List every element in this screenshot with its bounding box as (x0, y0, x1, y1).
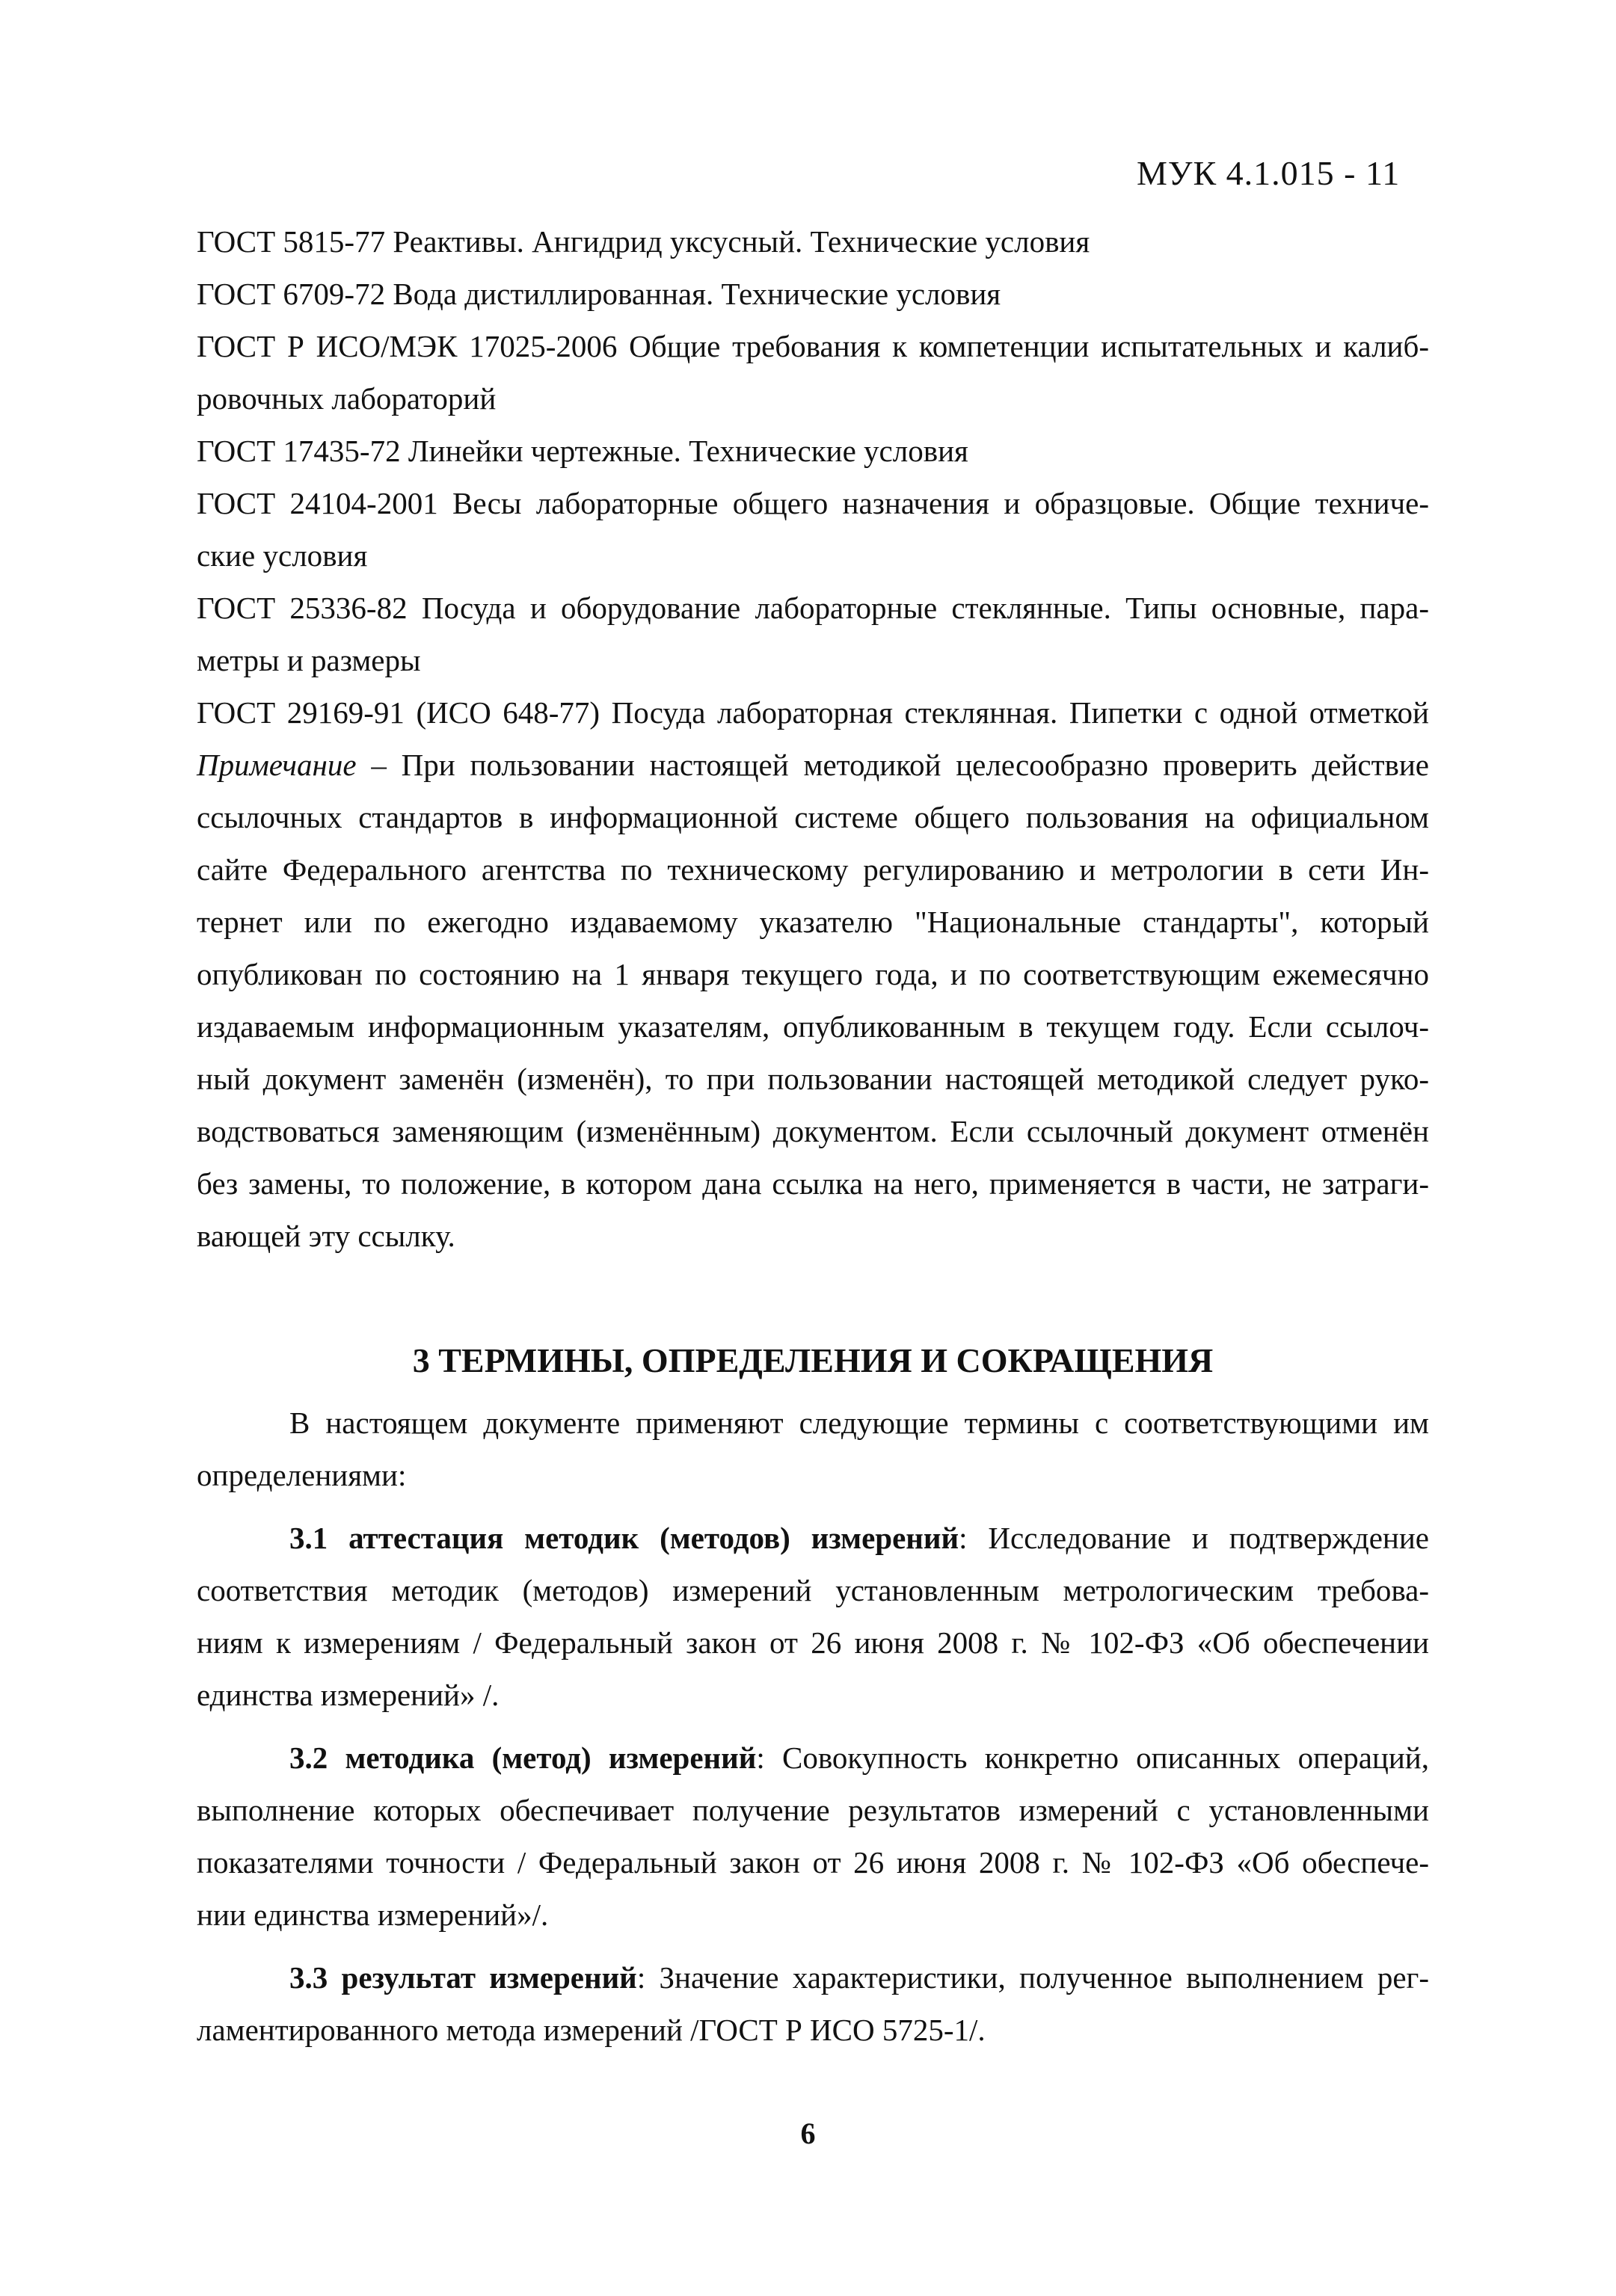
note-line: ссылочных стандартов в информационной системе общего пользования на официальном (197, 800, 1429, 834)
note-line: ный документ заменён (изменён), то при пользовании настоящей методикой следует руко- (197, 1062, 1429, 1096)
reference-line: ГОСТ 5815-77 Реактивы. Ангидрид уксусный. Технические условия (197, 224, 1090, 259)
note-line: сайте Федерального агентства по техническому регулированию и метрологии в сети Ин- (197, 852, 1429, 887)
reference-line: ГОСТ Р ИСО/МЭК 17025-2006 Общие требования к компетенции испытательных и калиб- (197, 329, 1429, 363)
section-intro: В настоящем документе применяют следующие термины с соответствующими им (289, 1406, 1429, 1440)
term-line: ниям к измерениям / Федеральный закон от 26 июня 2008 г. № 102-ФЗ «Об обеспечении (197, 1625, 1429, 1660)
term-line: выполнение которых обеспечивает получение результатов измерений с установленными (197, 1793, 1429, 1827)
note-line: вающей эту ссылку. (197, 1219, 455, 1253)
note-line: водствоваться заменяющим (изменённым) документом. Если ссылочный документ отменён (197, 1114, 1429, 1148)
reference-line: ровочных лабораторий (197, 381, 497, 416)
reference-line: ГОСТ 29169-91 (ИСО 648-77) Посуда лабораторная стеклянная. Пипетки с одной отметкой (197, 695, 1429, 730)
term-line: единства измерений» /. (197, 1678, 500, 1712)
note-line: издаваемым информационным указателям, опубликованным в текущем году. Если ссылоч- (197, 1009, 1429, 1044)
term-name: 3.3 результат измерений (289, 1960, 637, 1995)
reference-line: метры и размеры (197, 643, 421, 677)
term-line: ламентированного метода измерений /ГОСТ Р ИСО 5725-1/. (197, 2013, 986, 2047)
reference-line: ГОСТ 24104-2001 Весы лабораторные общего назначения и образцовые. Общие техниче- (197, 486, 1429, 520)
term-line: показателями точности / Федеральный закон от 26 июня 2008 г. № 102-ФЗ «Об обеспече- (197, 1845, 1429, 1880)
note-line: опубликован по состоянию на 1 января текущего года, и по соответствующим ежемесячно (197, 957, 1429, 991)
term-name: 3.2 методика (метод) измерений (289, 1741, 757, 1775)
note-line: без замены, то положение, в котором дана ссылка на него, применяется в части, не затраги- (197, 1166, 1429, 1201)
note-text: – При пользовании настоящей методикой целесообразно проверить действие (356, 748, 1429, 782)
document-code: МУК 4.1.015 - 11 (1137, 154, 1401, 192)
section-heading: 3 ТЕРМИНЫ, ОПРЕДЕЛЕНИЯ И СОКРАЩЕНИЯ (412, 1341, 1214, 1379)
reference-line: ГОСТ 25336-82 Посуда и оборудование лабораторные стеклянные. Типы основные, пара- (197, 591, 1429, 625)
page-number: 6 (800, 2117, 816, 2150)
terms-section (197, 1397, 1429, 2056)
reference-line: ГОСТ 6709-72 Вода дистиллированная. Технические условия (197, 277, 1001, 311)
term-line: нии единства измерений»/. (197, 1898, 549, 1932)
term-first-line (197, 1732, 1429, 1784)
term-name: 3.1 аттестация методик (методов) измерений (289, 1521, 959, 1555)
reference-line: ские условия (197, 538, 368, 573)
note-line: тернет или по ежегодно издаваемому указателю "Национальные стандарты", который (197, 905, 1429, 939)
note-label: Примечание (197, 748, 357, 782)
term-line: соответствия методик (методов) измерений установленным метрологическим требова- (197, 1573, 1429, 1607)
term-first-line (197, 1951, 1429, 2004)
section-intro: определениями: (197, 1458, 407, 1492)
term-first-line (197, 1512, 1429, 1564)
note-first-line (197, 739, 1429, 791)
term-definition: : Исследование и подтверждение (959, 1521, 1430, 1555)
normative-references (197, 215, 1429, 1262)
term-definition: : Совокупность конкретно описанных операций, (756, 1741, 1430, 1775)
reference-line: ГОСТ 17435-72 Линейки чертежные. Технические условия (197, 434, 968, 468)
term-definition: : Значение характеристики, полученное выполнением рег- (636, 1960, 1429, 1995)
